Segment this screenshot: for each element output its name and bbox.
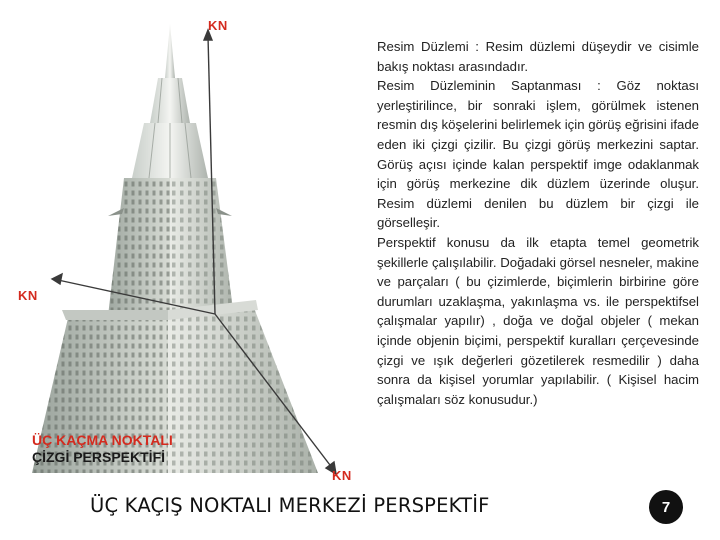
building-perspective-figure — [18, 18, 352, 483]
building-illustration — [18, 18, 350, 480]
vanishing-point-label-top: KN — [208, 18, 228, 33]
caption-line-2: ÇİZGİ PERSPEKTİFİ — [32, 449, 166, 465]
paragraph: Perspektif konusu da ilk etapta temel geometrik şekillerle çalışılabilir. Doğadaki görsel nesneler, makine ve parçaları ( bu çizimlerde, biçimlerin birbirine göre durumları uzaklaşma, yakınlaşma vs. ile perspektifsel çalışmalar yapılır) , doğa ve doğal objeler ( mekan içinde objenin biçimi, perspektif kuralları çerçevesinde çizgi ve ışık değerleri gözetilerek resmedilir ) daha sonra da kişisel yorumlar yapılabilir. ( Kişisel hacim çalışmaları söz konusudur.) — [377, 234, 699, 407]
paragraph: Resim Düzlemi : Resim düzlemi düşeydir ve cisimle bakış noktası arasındadır. — [377, 39, 699, 74]
figure-caption — [32, 432, 232, 466]
vanishing-point-label-left: KN — [18, 288, 38, 303]
body-text — [377, 37, 699, 409]
caption-line-1: ÜÇ KAÇMA NOKTALI — [32, 432, 173, 448]
page-title: ÜÇ KAÇIŞ NOKTALI MERKEZİ PERSPEKTİF — [90, 494, 490, 517]
spire — [165, 24, 175, 78]
paragraph: Resim Düzleminin Saptanması : Göz noktası yerleştirilince, bir sonraki işlem, görülmek istenen resmin dış köşelerini belirlemek için görüş eğrisini ifade eden iki çizgi çizilir. Bu çizgi görüş merkezini saptar. Görüş açısı içinde kalan perspektif imge odaklanmak için görüş merkezine dik düzlem üzerinde oluşur. Resim düzlemi denilen bu düzlem bir çizgi ile görselleşir. — [377, 78, 699, 231]
vanishing-point-label-bottom: KN — [332, 468, 352, 483]
crown-top — [150, 78, 190, 123]
page-number-badge: 7 — [649, 490, 683, 524]
